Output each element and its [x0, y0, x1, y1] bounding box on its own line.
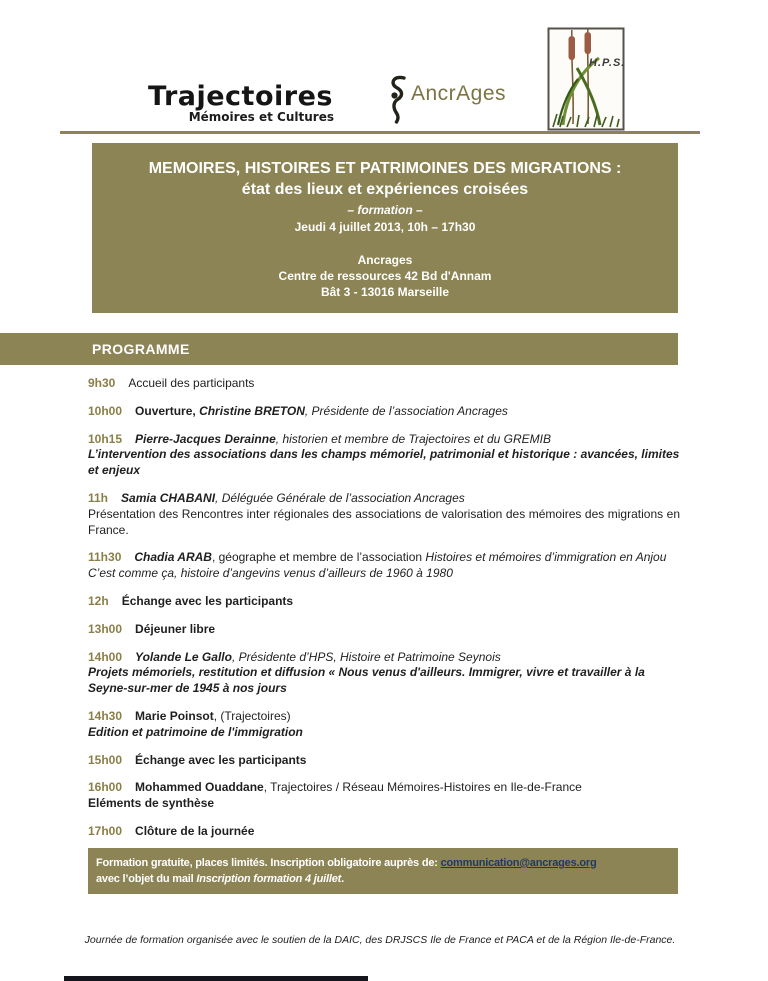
text-segment: , Trajectoires / Réseau Mémoires-Histoires en Ile-de-France	[263, 780, 582, 795]
trajectoires-logo-subtitle: Mémoires et Cultures	[188, 110, 334, 124]
entry-head	[88, 780, 680, 796]
text-segment: Marie Poinsot	[135, 708, 214, 723]
programme-entry	[88, 404, 680, 420]
email-link[interactable]: communication@ancrages.org	[440, 857, 597, 869]
hps-logo	[547, 27, 625, 131]
entry-description: Eléments de synthèse	[88, 796, 215, 811]
entry-time: 14h00	[88, 649, 123, 664]
text-segment: Inscription formation 4 juillet	[196, 873, 342, 885]
text-segment: Mohammed Ouaddane	[135, 780, 264, 795]
text-segment: Chadia ARAB	[134, 550, 212, 565]
entry-head	[88, 376, 680, 392]
header-divider-rule	[60, 131, 700, 134]
trajectoires-logo	[148, 82, 340, 124]
text-segment: , Déléguée Générale de l’association Ancrages	[215, 490, 465, 505]
text-segment: Histoires et mémoires d’immigration en Anjou	[425, 550, 667, 565]
text-segment: Échange avec les participants	[121, 593, 294, 608]
text-segment: Échange avec les participants	[135, 752, 307, 767]
text-segment: Formation gratuite, places limités. Inscription obligatoire auprès de:	[96, 857, 441, 869]
entry-description: L’intervention des associations dans les champs mémoriel, patrimonial et historique : avancées, limites et enjeux	[88, 447, 680, 478]
entry-head	[88, 594, 680, 610]
event-datetime: Jeudi 4 juillet 2013, 10h – 17h30	[294, 220, 476, 234]
event-title-line2: état des lieux et expériences croisées	[241, 181, 529, 198]
ancrages-logo-label: AncrAges	[411, 82, 507, 105]
text-segment: Clôture de la journée	[135, 823, 255, 838]
venue-city: Bât 3 - 13016 Marseille	[320, 285, 450, 299]
text-segment: Accueil des participants	[128, 376, 255, 390]
text-segment: , géographe et membre de l’association	[211, 550, 426, 565]
entry-head	[88, 404, 680, 420]
entry-time: 10h15	[88, 431, 123, 446]
entry-time: 12h	[88, 593, 109, 608]
entry-head	[88, 709, 680, 725]
programme-entry	[88, 824, 680, 840]
hps-cattails-icon	[547, 27, 625, 131]
text-segment: Samia CHABANI	[121, 490, 216, 505]
ancrages-logo	[388, 74, 506, 124]
entry-description: Projets mémoriels, restitution et diffusion « Nous venus d'ailleurs. Immigrer, vivre et travailler à la Seyne-sur-mer de 1945 à nos jours	[88, 665, 645, 696]
programme-entry	[88, 650, 680, 697]
next-page-edge	[64, 976, 368, 981]
hps-logo-label: H.P.S.	[589, 57, 625, 69]
entry-time: 15h00	[88, 752, 123, 767]
text-segment: , Présidente de l’association Ancrages	[304, 403, 508, 418]
entry-time: 13h00	[88, 621, 123, 636]
programme-entry	[88, 432, 680, 479]
venue-name: Ancrages	[357, 253, 413, 267]
text-segment: , (Trajectoires)	[213, 708, 291, 723]
programme-entry	[88, 753, 680, 769]
programme-entry	[88, 709, 680, 741]
text-segment: Yolande Le Gallo	[135, 649, 232, 664]
entry-description: Présentation des Rencontres inter régionales des associations de valorisation des mémoires des migrations en France.	[88, 506, 680, 537]
venue-address: Centre de ressources 42 Bd d'Annam	[278, 269, 492, 283]
text-segment: Pierre-Jacques Derainne	[135, 431, 276, 446]
programme-entry	[88, 622, 680, 638]
text-segment: Déjeuner libre	[135, 621, 216, 636]
programme-entries	[88, 376, 680, 852]
entry-head	[88, 432, 680, 448]
entry-description: Edition et patrimoine de l'immigration	[88, 724, 303, 739]
entry-time: 17h00	[88, 823, 123, 838]
trajectoires-logo-title: Trajectoires	[148, 81, 333, 112]
programme-entry	[88, 780, 680, 812]
entry-head	[88, 650, 680, 666]
event-header-box	[92, 143, 678, 313]
entry-time: 14h30	[88, 708, 123, 723]
programme-entry	[88, 376, 680, 392]
ancrages-swoosh-icon	[388, 74, 408, 124]
programme-entry	[88, 491, 680, 538]
entry-head	[88, 753, 680, 769]
event-format: – formation –	[347, 203, 423, 217]
entry-time: 9h30	[88, 376, 116, 390]
registration-line-1	[96, 855, 670, 871]
programme-entry	[88, 594, 680, 610]
entry-head	[88, 622, 680, 638]
text-segment: , historien et membre de Trajectoires et du GREMIB	[275, 431, 551, 446]
text-segment: .	[341, 873, 344, 885]
support-note: Journée de formation organisée avec le soutien de la DAIC, des DRJSCS Ile de France et PACA et de la Région Ile-de-France.	[84, 934, 676, 946]
text-segment: Christine BRETON	[199, 403, 305, 418]
entry-head	[88, 550, 680, 566]
entry-description: C’est comme ça, histoire d’angevins venus d’ailleurs de 1960 à 1980	[88, 566, 453, 581]
entry-time: 16h00	[88, 780, 123, 795]
text-segment: Ouverture,	[135, 403, 200, 418]
registration-box	[88, 848, 678, 894]
programme-entry	[88, 550, 680, 582]
text-segment: , Présidente d’HPS, Histoire et Patrimoine Seynois	[231, 649, 501, 664]
event-title-line1: MEMOIRES, HISTOIRES ET PATRIMOINES DES MIGRATIONS :	[148, 160, 622, 177]
entry-time: 11h	[88, 490, 109, 505]
programme-section-header: PROGRAMME	[0, 333, 678, 365]
entry-head	[88, 491, 680, 507]
entry-time: 11h30	[88, 550, 122, 565]
entry-time: 10h00	[88, 403, 123, 418]
entry-head	[88, 824, 680, 840]
text-segment: avec l’objet du mail	[96, 873, 197, 885]
registration-line-2	[96, 871, 670, 887]
